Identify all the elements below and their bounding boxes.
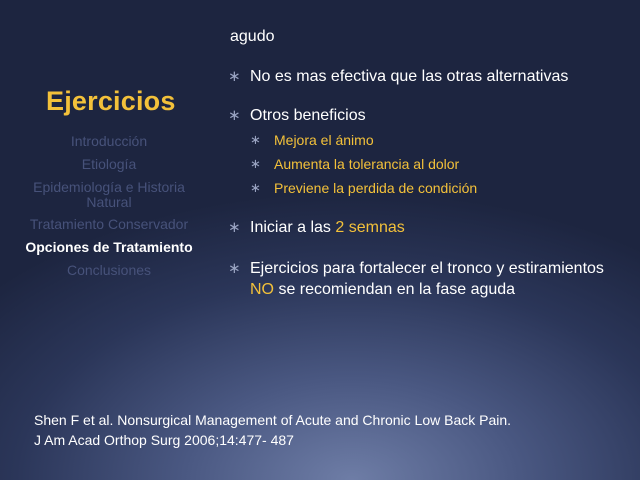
sub-bullet-condicion xyxy=(250,179,630,197)
nav-item-conclusiones[interactable]: Conclusiones xyxy=(66,262,152,278)
nav-item-introduccion[interactable]: Introducción xyxy=(70,133,148,149)
bullet-asterisk-icon: ∗ xyxy=(250,156,261,171)
bullet-text-prefix: Ejercicios para fortalecer el tronco y estiramientos xyxy=(250,260,604,277)
citation-line-2: J Am Acad Orthop Surg 2006;14:477- 487 xyxy=(34,432,294,448)
nav-item-etiologia[interactable]: Etiología xyxy=(81,156,137,172)
nav-item-opciones-tratamiento[interactable]: Opciones de Tratamiento xyxy=(25,239,193,255)
sub-bullet-text: Previene la perdida de condición xyxy=(274,180,478,196)
bullet-text xyxy=(228,258,628,300)
bullet-text: No es mas efectiva que las otras alternativas xyxy=(250,68,569,85)
sub-bullet-text: Aumenta la tolerancia al dolor xyxy=(274,156,460,172)
bullet-asterisk-icon: ∗ xyxy=(250,180,261,195)
highlight-no: NO xyxy=(250,281,274,298)
bullet-iniciar xyxy=(228,217,636,238)
continuation-text: agudo xyxy=(230,28,275,45)
section-title: Ejercicios xyxy=(46,86,176,116)
bullet-asterisk-icon: ∗ xyxy=(228,107,241,124)
sidebar-nav xyxy=(0,134,218,286)
sub-bullet-text: Mejora el ánimo xyxy=(274,132,374,148)
bullet-asterisk-icon: ∗ xyxy=(228,260,241,277)
nav-item-tratamiento-conservador[interactable]: Tratamiento Conservador xyxy=(29,216,189,232)
bullet-no-mas-efectiva xyxy=(228,66,636,87)
sub-bullet-tolerancia xyxy=(250,155,630,173)
nav-item-epidemiologia[interactable]: Epidemiología e Historia Natural xyxy=(33,179,185,210)
highlight-semanas: 2 semnas xyxy=(335,219,405,236)
bullet-asterisk-icon: ∗ xyxy=(250,132,261,147)
sub-bullet-animo xyxy=(250,131,630,149)
citation xyxy=(34,410,634,450)
citation-line-1: Shen F et al. Nonsurgical Management of Acute and Chronic Low Back Pain. xyxy=(34,412,512,428)
bullet-text: Otros beneficios xyxy=(250,107,366,124)
bullet-text-suffix: se recomiendan en la fase aguda xyxy=(274,281,516,298)
bullet-text xyxy=(228,217,636,238)
bullet-asterisk-icon: ∗ xyxy=(228,68,241,85)
bullet-otros-beneficios xyxy=(228,105,636,126)
bullet-asterisk-icon: ∗ xyxy=(228,219,241,236)
bullet-ejercicios-tronco xyxy=(228,258,628,300)
bullet-text-prefix: Iniciar a las xyxy=(250,219,336,236)
